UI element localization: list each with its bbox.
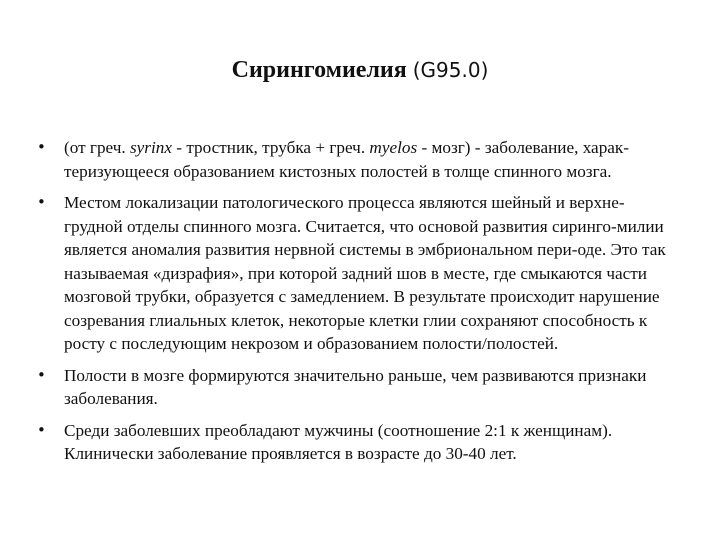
bullet-item-epidemiology: [36, 419, 676, 466]
term-syrinx: syrinx: [129, 138, 172, 157]
term-myelos: myelos: [369, 138, 418, 157]
bullet-text-part: - мозг) - заболевание, харак-теризующееся образованием кистозных полостей в толще спинного мозга.: [64, 138, 629, 181]
bullet-item-definition: [36, 136, 676, 183]
bullet-list: [36, 136, 676, 474]
bullet-dot-icon: •: [37, 365, 46, 384]
title-main: Сирингомиелия: [231, 57, 407, 83]
bullet-dot-icon: •: [37, 138, 46, 156]
slide-title: [0, 50, 720, 90]
bullet-dot-icon: •: [37, 420, 46, 439]
bullet-item-localization: [36, 191, 676, 356]
bullet-text: Полости в мозге формируются значительно раньше, чем развиваются признаки заболевания.: [64, 365, 647, 408]
title-icd-code: (G95.0): [412, 58, 489, 82]
bullet-text: Местом локализации патологического процесса являются шейный и верхне-грудной отделы спинного мозга. Считается, что основой развития сиринго-милии является аномалия развития нервной системы в эмбриональном пери-оде. Это так называемая «дизрафия», при которой задний шов в месте, где смыкаются части мозговой трубки, образуется с замедлением. В результате происходит нарушение созревания глиальных клеток, некоторые клетки глии сохраняют способность к росту с последующим некрозом и образованием полости/полостей.: [64, 193, 666, 353]
bullet-dot-icon: •: [37, 193, 46, 211]
bullet-text-part: (от греч.: [64, 138, 130, 157]
bullet-item-cavities: [36, 364, 676, 411]
bullet-text: [64, 138, 629, 181]
bullet-text: Среди заболевших преобладают мужчины (соотношение 2:1 к женщинам). Клинически заболевание проявляется в возрасте до 30-40 лет.: [64, 420, 613, 463]
bullet-text-part: - тростник, трубка + греч.: [172, 138, 370, 157]
